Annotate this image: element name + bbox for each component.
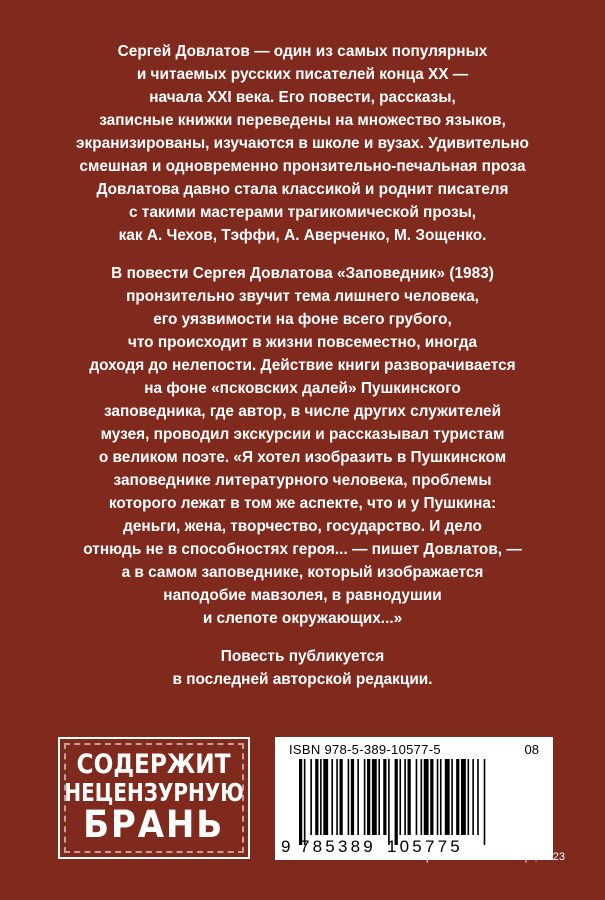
- blurb-line: которого лежат в том же аспекте, что и у Пушкина:: [108, 495, 497, 512]
- blurb-line: и читаемых русских писателей конца XX —: [136, 66, 469, 83]
- barcode-bar: [477, 759, 479, 835]
- blurb-line: на фоне «псковских далей» Пушкинского: [144, 380, 461, 397]
- stamp-line-language: БРАНЬ: [83, 802, 225, 846]
- blurb-line: его уязвимости на фоне всего грубого,: [153, 311, 452, 328]
- blurb-line: пронзительно звучит тема лишнего человека,: [126, 288, 479, 305]
- blurb-paragraph-story: [40, 262, 565, 630]
- barcode-digits-left: 785389: [300, 837, 376, 856]
- barcode-bar: [357, 759, 359, 835]
- blurb-paragraph-intro: [40, 40, 565, 247]
- blurb-line: в последней авторской редакции.: [172, 671, 433, 688]
- blurb-line: как А. Чехов, Тэффи, А. Аверченко, М. Зощенко.: [118, 227, 487, 244]
- blurb-line: В повести Сергея Довлатова «Заповедник» (1983): [111, 265, 494, 282]
- barcode-bar: [351, 759, 354, 835]
- barcode-bar: [364, 759, 366, 835]
- barcode-bar: [320, 759, 322, 835]
- barcode-bar: [367, 759, 370, 835]
- stamp-inner-border: [64, 743, 244, 853]
- barcode-bar: [430, 759, 433, 835]
- barcode-bar: [467, 759, 469, 835]
- barcode-bar: [299, 759, 302, 845]
- blurb-line: доходя до нелепости. Действие книги разворачивается: [89, 357, 516, 374]
- blurb-line: Повесть публикуется: [220, 648, 385, 665]
- barcode-bar: [331, 759, 333, 835]
- blurb-line: что происходит в жизни повсеместно, иногда: [127, 334, 478, 351]
- barcode-bar: [348, 759, 350, 835]
- blurb-paragraph-edition-note: [40, 645, 565, 691]
- barcode-bar: [451, 759, 453, 835]
- barcode-bars: [285, 759, 545, 845]
- barcode-bar: [383, 759, 386, 835]
- barcode-bar: [323, 759, 328, 835]
- barcode-bar: [416, 759, 418, 835]
- barcode-bar: [340, 759, 343, 835]
- stamp-line-contains: СОДЕРЖИТ: [76, 749, 232, 781]
- barcode-bar: [461, 759, 466, 835]
- photo-credit: © Фотоматериалы Нины Аловерт, 2023: [365, 851, 565, 863]
- blurb-line: с такими мастерами трагикомической прозы,: [128, 204, 477, 221]
- blurb-line: деньги, жена, творчество, государство. И дело: [123, 518, 482, 535]
- blurb-line: экранизированы, изучаются в школе и вузах. Удивительно: [76, 135, 529, 152]
- barcode-digits-right: 105775: [387, 837, 463, 856]
- barcode-bar: [408, 759, 411, 835]
- barcode-bar: [404, 759, 406, 835]
- blurb-line: начала XXI века. Его повести, рассказы,: [149, 89, 456, 106]
- blurb-line: заповедника, где автор, в числе других служителей: [103, 403, 502, 420]
- barcode-bar: [437, 759, 439, 835]
- barcode-bar: [399, 759, 401, 835]
- stamp-line-uncensored: НЕЦЕНЗУРНУЮ: [64, 777, 244, 807]
- barcode-bar: [315, 759, 318, 835]
- barcode-bar: [304, 759, 306, 845]
- barcode-bar: [336, 759, 338, 835]
- blurb-line: наподобие мавзолея, в равнодушии: [163, 587, 442, 604]
- isbn-barcode: [275, 737, 553, 860]
- blurb-line: записные книжки переведены на множество языков,: [99, 112, 506, 129]
- barcode-bar: [456, 759, 459, 835]
- blurb-line: и слепоте окружающих...»: [202, 610, 403, 627]
- barcode-bar: [440, 759, 442, 835]
- isbn-number: ISBN 978-5-389-10577-5: [289, 742, 441, 757]
- barcode-bar: [310, 759, 312, 835]
- barcode-bar: [388, 759, 390, 845]
- profanity-warning-stamp: [58, 737, 250, 859]
- barcode-bar: [421, 759, 423, 835]
- blurb-line: Довлатова давно стала классикой и роднит писателя: [96, 181, 509, 198]
- barcode-bar: [372, 759, 377, 835]
- barcode-addon: 08: [524, 742, 539, 757]
- blurb-line: музея, проводил экскурсии и рассказывал туристам: [100, 426, 505, 443]
- barcode-bar: [445, 759, 450, 835]
- barcode-bar: [484, 759, 486, 845]
- blurb-line: заповеднике литературного человека, проблемы: [113, 472, 492, 489]
- blurb-line: отнюдь не в способностях героя... — пишет Довлатов, —: [83, 541, 522, 558]
- blurb-line: а в самом заповеднике, который изображается: [121, 564, 484, 581]
- barcode-bar: [395, 759, 398, 845]
- barcode-bar: [424, 759, 429, 835]
- blurb-line: Сергей Довлатов — один из самых популярных: [117, 43, 488, 60]
- barcode-bar: [378, 759, 380, 835]
- blurb-line: смешная и одновременно пронзительно-печальная проза: [79, 158, 526, 175]
- barcode-bar: [472, 759, 474, 835]
- blurb-line: о великом поэте. «Я хотел изобразить в Пушкинском: [98, 449, 507, 466]
- barcode-digit-lead: 9: [281, 837, 294, 856]
